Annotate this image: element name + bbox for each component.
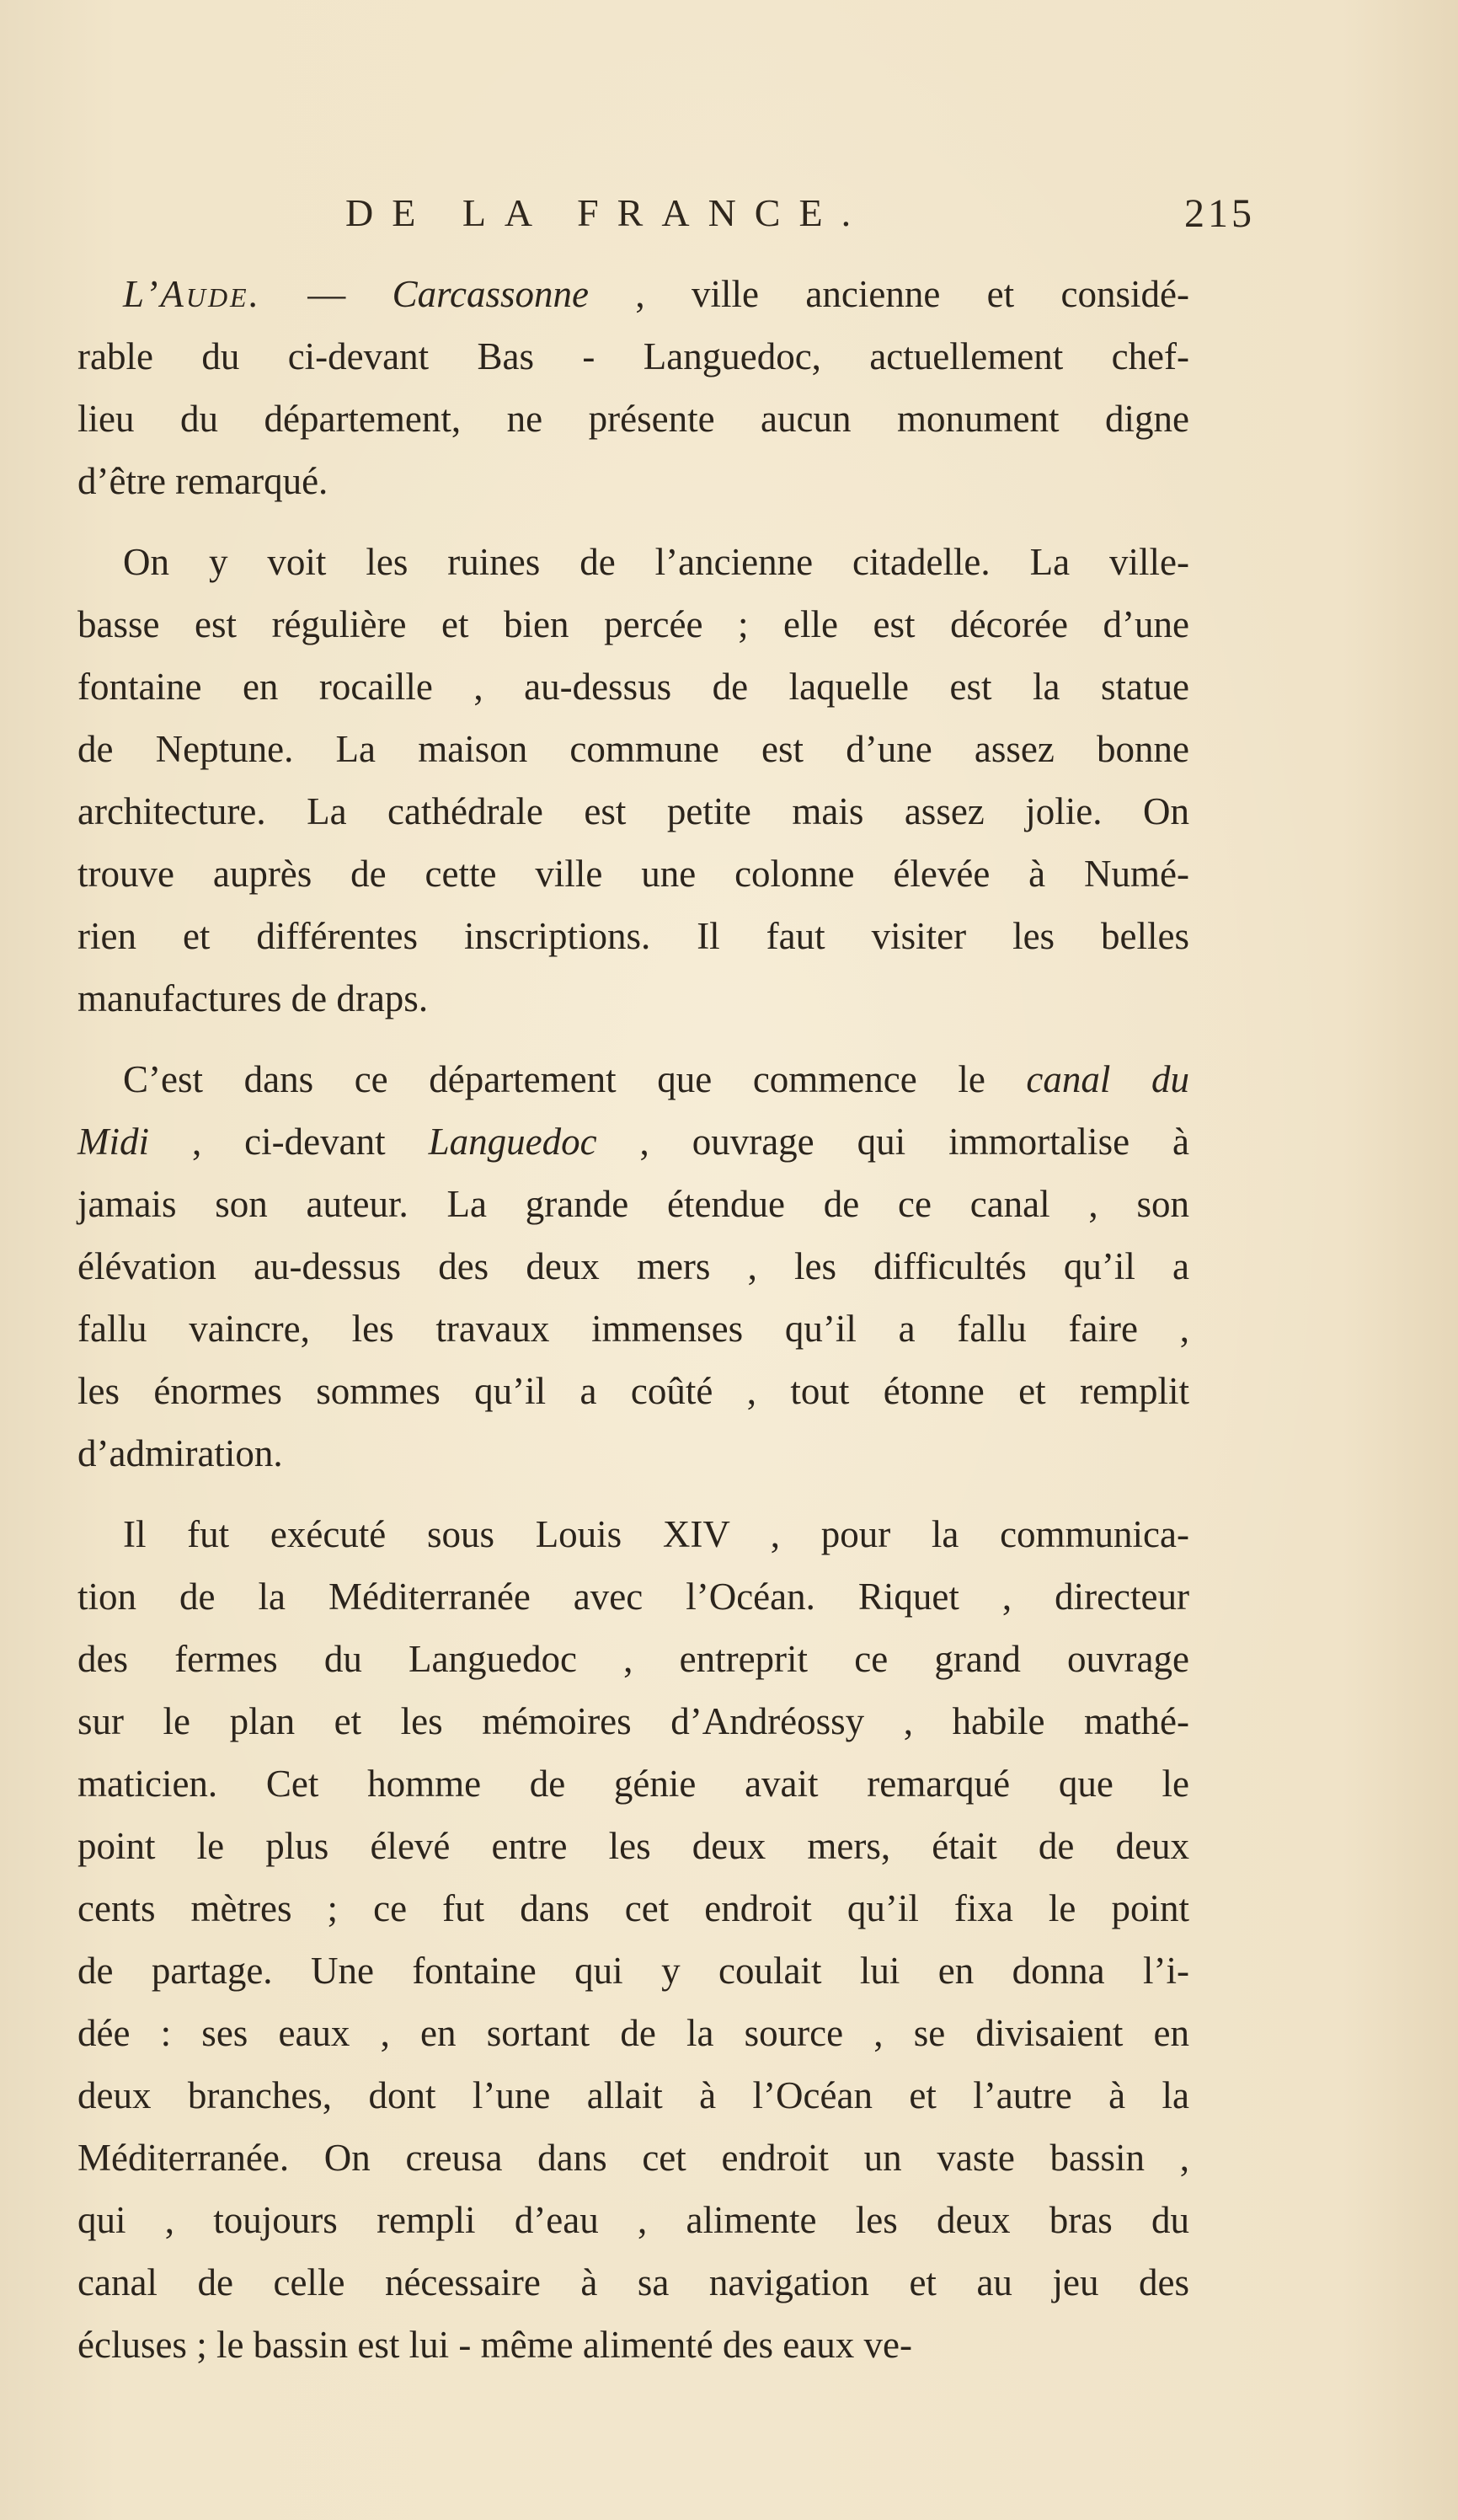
text-line	[77, 718, 1189, 780]
text-segment: maticien. Cet homme de génie avait remarqué que le	[77, 1763, 1189, 1805]
styled-text: Midi	[77, 1121, 149, 1163]
paragraph	[77, 531, 1189, 1030]
styled-text: L’Aude.	[123, 273, 261, 315]
paragraph-gap	[77, 1485, 1189, 1503]
text-segment: d’être remarqué.	[77, 460, 328, 502]
text-line	[77, 1877, 1189, 1939]
text-line	[77, 1690, 1189, 1752]
text-segment: Il fut exécuté sous Louis XIV , pour la communica-	[123, 1513, 1189, 1555]
text-segment: , ouvrage qui immortalise à	[596, 1121, 1189, 1163]
text-segment: rable du ci-devant Bas - Languedoc, actuellement chef-	[77, 335, 1189, 377]
paragraph-gap	[77, 1030, 1189, 1048]
text-segment: , ville ancienne et considé-	[588, 273, 1189, 315]
text-line	[77, 1939, 1189, 2002]
text-segment: deux branches, dont l’une allait à l’Océan et l’autre à la	[77, 2074, 1189, 2116]
text-line	[77, 1422, 1189, 1485]
running-title: DE LA FRANCE.	[345, 191, 870, 234]
text-segment: de Neptune. La maison commune est d’une assez bonne	[77, 728, 1189, 770]
text-line	[77, 905, 1189, 967]
text-segment: point le plus élevé entre les deux mers, était de deux	[77, 1825, 1189, 1867]
text-line	[77, 1235, 1189, 1297]
text-segment: cents mètres ; ce fut dans cet endroit qu’il fixa le point	[77, 1887, 1189, 1929]
text-segment: —	[260, 273, 393, 315]
text-line	[77, 2127, 1189, 2189]
text-segment: lieu du département, ne présente aucun monument digne	[77, 398, 1189, 440]
text-segment: C’est dans ce département que commence le	[123, 1058, 1027, 1100]
text-segment: fallu vaincre, les travaux immenses qu’il a fallu faire ,	[77, 1308, 1189, 1350]
text-line	[77, 843, 1189, 905]
text-line	[77, 2189, 1189, 2251]
text-segment: d’admiration.	[77, 1432, 283, 1474]
styled-text: canal du	[1026, 1058, 1189, 1100]
text-segment: trouve auprès de cette ville une colonne élevée à Numé-	[77, 853, 1189, 895]
text-segment: , ci-devant	[149, 1121, 429, 1163]
text-line	[77, 967, 1189, 1030]
page-number: 215	[1184, 191, 1255, 236]
paragraph	[77, 1048, 1189, 1485]
text-segment: dée : ses eaux , en sortant de la source , se divisaient en	[77, 2012, 1189, 2054]
text-line	[77, 1110, 1189, 1173]
text-line	[77, 388, 1189, 450]
text-line	[77, 2251, 1189, 2314]
text-line	[77, 1297, 1189, 1360]
text-line	[77, 2002, 1189, 2064]
text-segment: de partage. Une fontaine qui y coulait lui en donna l’i-	[77, 1950, 1189, 1992]
text-segment: Méditerranée. On creusa dans cet endroit un vaste bassin ,	[77, 2137, 1189, 2179]
text-line	[77, 531, 1189, 593]
body-text	[77, 263, 1189, 2376]
text-line	[77, 1360, 1189, 1422]
text-segment: les énormes sommes qu’il a coûté , tout étonne et remplit	[77, 1370, 1189, 1412]
text-line	[77, 1503, 1189, 1565]
text-segment: On y voit les ruines de l’ancienne citadelle. La ville-	[123, 541, 1189, 583]
text-line	[77, 655, 1189, 718]
text-segment: canal de celle nécessaire à sa navigation et au jeu des	[77, 2261, 1189, 2303]
text-segment: écluses ; le bassin est lui - même alimenté des eaux ve-	[77, 2324, 912, 2366]
text-line	[77, 2314, 1189, 2376]
page-header	[345, 190, 1255, 241]
styled-text: Carcassonne	[392, 273, 589, 315]
text-line	[77, 1565, 1189, 1628]
text-segment: architecture. La cathédrale est petite mais assez jolie. On	[77, 790, 1189, 832]
text-segment: jamais son auteur. La grande étendue de ce canal , son	[77, 1183, 1189, 1225]
text-line	[77, 1628, 1189, 1690]
text-segment: qui , toujours rempli d’eau , alimente les deux bras du	[77, 2199, 1189, 2241]
text-segment: rien et différentes inscriptions. Il faut visiter les belles	[77, 915, 1189, 957]
styled-text: Languedoc	[428, 1121, 597, 1163]
text-segment: manufactures de draps.	[77, 977, 429, 1019]
text-segment: des fermes du Languedoc , entreprit ce grand ouvrage	[77, 1638, 1189, 1680]
text-line	[77, 325, 1189, 388]
text-line	[77, 1815, 1189, 1877]
text-segment: élévation au-dessus des deux mers , les difficultés qu’il a	[77, 1245, 1189, 1287]
paragraph	[77, 1503, 1189, 2376]
paragraph	[77, 263, 1189, 512]
paragraph-gap	[77, 512, 1189, 531]
text-line	[77, 2064, 1189, 2127]
text-line	[77, 1048, 1189, 1110]
text-line	[77, 450, 1189, 512]
text-segment: tion de la Méditerranée avec l’Océan. Riquet , directeur	[77, 1576, 1189, 1618]
text-line	[77, 780, 1189, 843]
text-line	[77, 1173, 1189, 1235]
text-segment: fontaine en rocaille , au-dessus de laquelle est la statue	[77, 666, 1189, 708]
text-segment: sur le plan et les mémoires d’Andréossy , habile mathé-	[77, 1700, 1189, 1742]
text-line	[77, 263, 1189, 325]
text-line	[77, 593, 1189, 655]
text-segment: basse est régulière et bien percée ; elle est décorée d’une	[77, 603, 1189, 645]
text-line	[77, 1752, 1189, 1815]
